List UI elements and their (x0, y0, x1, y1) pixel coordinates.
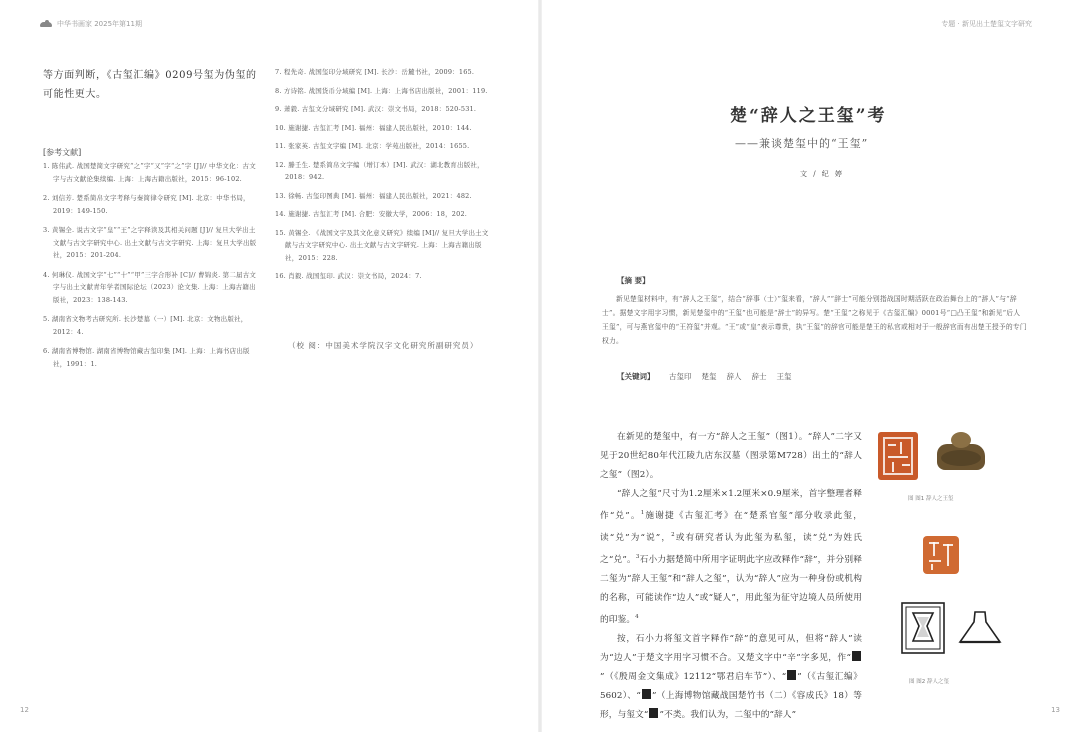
author-byline: 文 / 纪 婷 (800, 170, 845, 178)
body-paragraph: 按，石小力将玺文首字释作“辞”的意见可从，但将“辞人”读为“边人”于楚文字用字习惯不合。又楚文字中“辛”字多见，作“”（《殷周金文集成》12112“鄂君启车节”）、“ ”（《古玺汇编》5602）、“ ”（上海博物馆藏战国楚竹书（二）《容成氏》18）等形，与玺文“ ”不类。我们认为，二玺中的“辞人” (600, 633, 862, 720)
left-running-header (40, 19, 142, 29)
reference-item: 1. 陈伟武. 战国楚简文字研究“之”字“又”字“之”字 [J]// 中华文化：古文字与古文献论集续编. 上海：上海古籍出版社，2015：96-102. (43, 162, 256, 183)
keyword: 古玺印 (669, 372, 692, 381)
bronze-seal-photo-figure-1 (935, 428, 987, 474)
reference-item: 3. 黄锡全. 说古文字“皇”“王”之字释读及其相关问题 [J]// 复旦大学出土文献与古文字研究中心. 出土文献与古文字研究. 上海：复旦大学出版社，2015：201-204. (43, 226, 257, 259)
reference-item: 15. 黄锡全. 《战国文字及其文化意义研究》续编 [M]// 复旦大学出土文献与古文字研究中心. 出土文献与古文字研究. 上海：上海古籍出版社，2015：228. (275, 228, 489, 262)
figure-1-caption: 图 图1 辞人之王玺 (908, 496, 954, 502)
seal-side-view-drawing (958, 608, 1002, 648)
right-page-number: 13 (1051, 706, 1060, 714)
footnote-marker: 3 (635, 553, 640, 560)
ancient-character-glyph (642, 689, 651, 699)
keyword: 辞人 (726, 372, 742, 381)
reference-item: 10. 施谢捷. 古玺汇考 [M]. 福州：福建人民出版社，2010：144. (275, 123, 472, 132)
keyword: 辞士 (751, 372, 767, 381)
right-running-header: 专题 · 新见出土楚玺文字研究 (941, 20, 1032, 28)
references-list (43, 160, 258, 377)
left-page (0, 0, 538, 732)
keyword: 王玺 (776, 372, 792, 381)
left-page-number: 12 (20, 706, 29, 714)
abstract-text: 新见楚玺材料中，有“辞人之王玺”，结合“辞事（士）”玺来看，“辞人”“辞士”可能分别指战国时期活跃在政治舞台上的“辞人”与“辞士”。据楚文字用字习惯，新见楚玺中的“王玺”也可能是“辞士”的异写。楚“王玺”之称见于《古玺汇编》0001号“□凸王玺”和新见“后人王玺”，可与燕官玺中的“王符玺”并观。“王”或“皇”表示尊贵，执“王玺”的辞官可能是楚王的私官或相对于一般辞官而有出楚王授予的专门权力。 (602, 295, 1027, 345)
reference-item: 12. 滕壬生. 楚系简帛文字编（增订本）[M]. 武汉：湖北教育出版社，2018：942. (275, 160, 484, 181)
figure-2-caption: 图 图2 辞人之玺 (909, 679, 949, 685)
seal-top-view-drawing (900, 601, 946, 655)
article-body (600, 428, 862, 725)
magazine-logo-icon (40, 20, 54, 28)
reference-item: 7. 程先奇. 战国玺印分域研究 [M]. 长沙：岳麓书社，2009：165. (275, 68, 475, 76)
left-column-a (43, 66, 258, 104)
reference-item: 11. 张家英. 古玺文字编 [M]. 北京：学苑出版社，2014：1655. (275, 142, 470, 150)
seal-impression-figure-1 (878, 432, 918, 480)
references-title: [参考文献] (43, 148, 82, 157)
reference-item: 14. 施谢捷. 古玺汇考 [M]. 合肥：安徽大学，2006：18，202. (275, 210, 468, 218)
references-list-continued (275, 66, 490, 289)
keywords-list (669, 371, 792, 382)
reference-item: 9. 萧毅. 古玺文分域研究 [M]. 武汉：崇文书局，2018：520-531. (275, 105, 477, 113)
keywords-label: 【关键词】 (617, 372, 655, 381)
footnote-marker: 4 (635, 613, 639, 620)
reference-item: 13. 徐畅. 古玺印图典 [M]. 福州：福建人民出版社，2021：482. (275, 191, 472, 200)
editor-note: （校 阅：中国美术学院汉字文化研究所副研究员） (288, 341, 479, 350)
abstract-label: 【摘 要】 (617, 276, 650, 285)
right-page (542, 0, 1080, 732)
body-paragraph: 在新见的楚玺中，有一方“辞人之王玺”（图1）。“辞人”二字又见于20世纪80年代江陵九店东汉墓（图录第M728）出土的“辞人之玺”（图2）。 (600, 432, 862, 480)
footnote-marker: 1 (640, 510, 645, 516)
continuation-paragraph: 等方面判断，《古玺汇编》0209号玺为伪玺的可能性更大。 (43, 70, 257, 100)
left-header-text: 中华书画家 2025年第11期 (57, 20, 142, 28)
ancient-character-glyph (787, 670, 796, 680)
reference-item: 16. 肖毅. 战国玺印. 武汉：崇文书局，2024：7. (275, 272, 422, 280)
ancient-character-glyph (649, 708, 658, 718)
reference-item: 6. 湖南省博物馆. 湖南省博物馆藏古玺印集 [M]. 上海：上海书店出版社，1991：1. (43, 347, 250, 368)
keyword: 楚玺 (701, 372, 717, 381)
footnote-marker: 2 (671, 531, 675, 538)
reference-item: 4. 何琳仪. 战国文字“七”“十”“甲”三字合形补 [C]// 曹锦炎. 第二届古文字与出土文献青年学者国际论坛（2023）论文集. 上海：上海古籍出版社，2023：138-143. (43, 270, 257, 304)
ancient-character-glyph (852, 651, 861, 661)
reference-item: 2. 刘信芳. 楚系简帛文字考释与秦简律令研究 [M]. 北京：中华书局，2019：149-150. (43, 194, 250, 215)
article-subtitle: ——兼谈楚玺中的“王玺” (735, 137, 869, 150)
reference-item: 5. 湖南省文物考古研究所. 长沙楚墓（一）[M]. 北京：文物出版社，2012：4. (43, 315, 248, 336)
seal-impression-figure-2 (923, 536, 959, 574)
reference-item: 8. 方诗铭. 战国货币分域编 [M]. 上海：上海书店出版社，2001：119. (275, 86, 488, 95)
body-paragraph: “辞人之玺”尺寸为1.2厘米×1.2厘米×0.9厘米，首字整理者释作“兑”。$^1$施谢捷《古玺汇考》在“楚系官玺”部分收录此玺，读“兑”为“说”，$^2$或有研究者认为此玺为私玺，读“兑”为姓氏之“兑”。$^3$石小力据楚简中所用字证明此字应改释作“辞”，并分别释二玺为“辞人王玺”和“辞人之玺”，认为“辞人”应为一种身份或机构的名称，可能读作“边人”或“疑人”，用此玺为征守边境人员所使用的印鉴。$^4$ (600, 489, 862, 625)
article-title: 楚“辞人之王玺”考 (730, 106, 887, 126)
